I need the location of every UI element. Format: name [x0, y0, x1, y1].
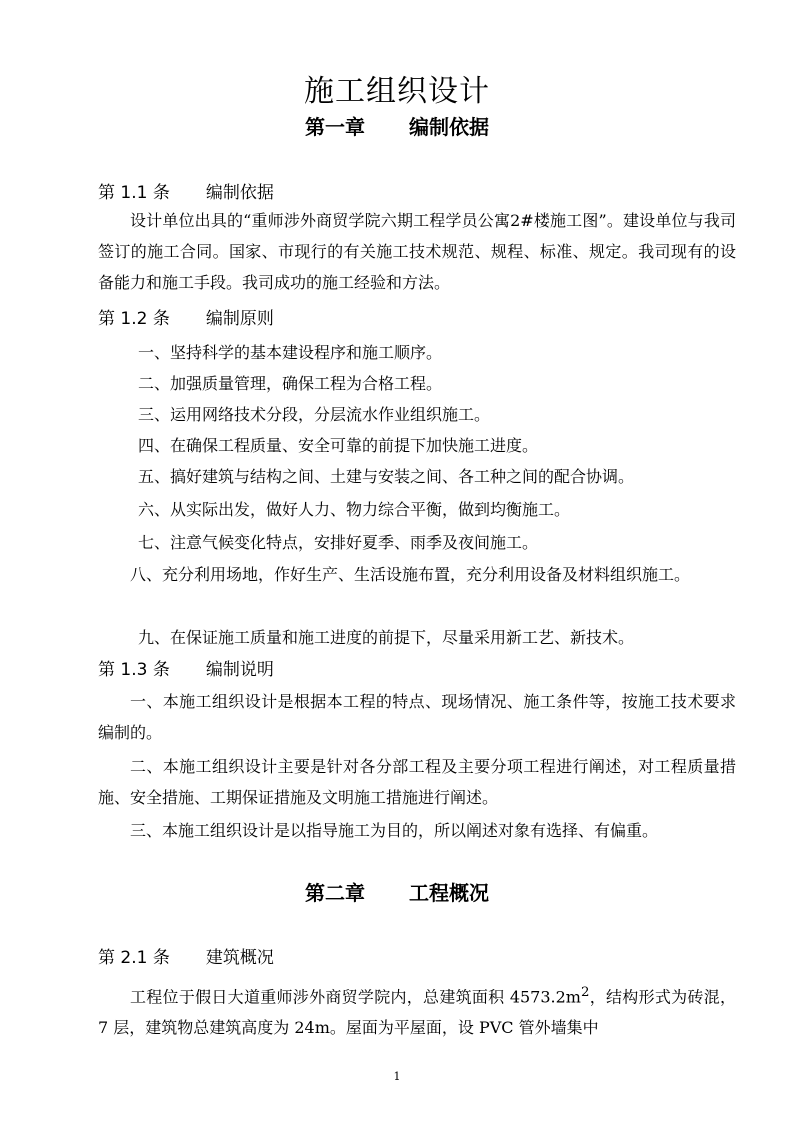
principle-item: 三、运用网络技术分段，分层流水作业组织施工。	[138, 405, 491, 424]
page-number: 1	[393, 1070, 401, 1083]
principle-item: 六、从实际出发，做好人力、物力综合平衡，做到均衡施工。	[138, 500, 571, 519]
principle-item: 七、注意气候变化特点，安排好夏季、雨季及夜间施工。	[138, 533, 539, 552]
section-2-1-text-part1: 工程位于假日大道重师涉外商贸学院内，总建筑面积 4573.2m	[130, 987, 581, 1007]
chapter-1-name: 编制依据	[409, 115, 489, 139]
section-2-1-heading	[98, 945, 274, 971]
section-2-1-number: 第 2.1 条	[98, 948, 170, 968]
chapter-2-heading	[0, 878, 794, 908]
chapter-2-name: 工程概况	[409, 881, 489, 905]
section-1-1-name: 编制依据	[205, 183, 274, 203]
chapter-2-number: 第二章	[305, 881, 365, 905]
explanation-item: 一、本施工组织设计是根据本工程的特点、现场情况、施工条件等，按施工技术要求编制的。	[98, 692, 736, 742]
section-1-2-name: 编制原则	[205, 309, 274, 329]
principle-item: 二、加强质量管理，确保工程为合格工程。	[138, 374, 443, 393]
section-1-1-heading	[98, 180, 274, 206]
principle-item: 八、充分利用场地，作好生产、生活设施布置，充分利用设备及材料组织施工。	[130, 565, 691, 584]
section-1-3-number: 第 1.3 条	[98, 660, 170, 680]
section-1-1-number: 第 1.1 条	[98, 183, 170, 203]
principle-item: 四、在确保工程质量、安全可靠的前提下加快施工进度。	[138, 436, 539, 455]
chapter-1-heading	[0, 112, 794, 142]
section-1-1-text: 设计单位出具的“重师涉外商贸学院六期工程学员公寓2#楼施工图”。建设单位与我司签订的施工合同。国家、市现行的有关施工技术规范、规程、标准、规定。我司现有的设备能力和施工手段。我司成功的施工经验和方法。	[98, 211, 736, 292]
section-1-2-number: 第 1.2 条	[98, 309, 170, 329]
chapter-1-number: 第一章	[305, 115, 365, 139]
section-1-3-heading	[98, 657, 274, 683]
section-2-1-name: 建筑概况	[205, 948, 274, 968]
document-title: 施工组织设计	[304, 74, 490, 109]
explanation-item: 三、本施工组织设计是以指导施工为目的，所以阐述对象有选择、有偏重。	[130, 821, 659, 840]
section-2-1-text	[98, 977, 736, 1043]
area-unit-superscript: 2	[580, 985, 590, 1000]
section-1-3-name: 编制说明	[205, 660, 274, 680]
principle-item: 九、在保证施工质量和施工进度的前提下，尽量采用新工艺、新技术。	[138, 628, 635, 647]
section-2-1-text-part2: ，结构形式为砖混，7 层，建筑物总建筑高度为 24m。屋面为平屋面，设 PVC 管外墙集中	[98, 987, 736, 1038]
explanation-item: 二、本施工组织设计主要是针对各分部工程及主要分项工程进行阐述，对工程质量措施、安全措施、工期保证措施及文明施工措施进行阐述。	[98, 757, 736, 807]
principle-item: 五、搞好建筑与结构之间、土建与安装之间、各工种之间的配合协调。	[138, 467, 635, 486]
section-1-2-heading	[98, 306, 274, 332]
principle-item: 一、坚持科学的基本建设程序和施工顺序。	[138, 343, 443, 362]
